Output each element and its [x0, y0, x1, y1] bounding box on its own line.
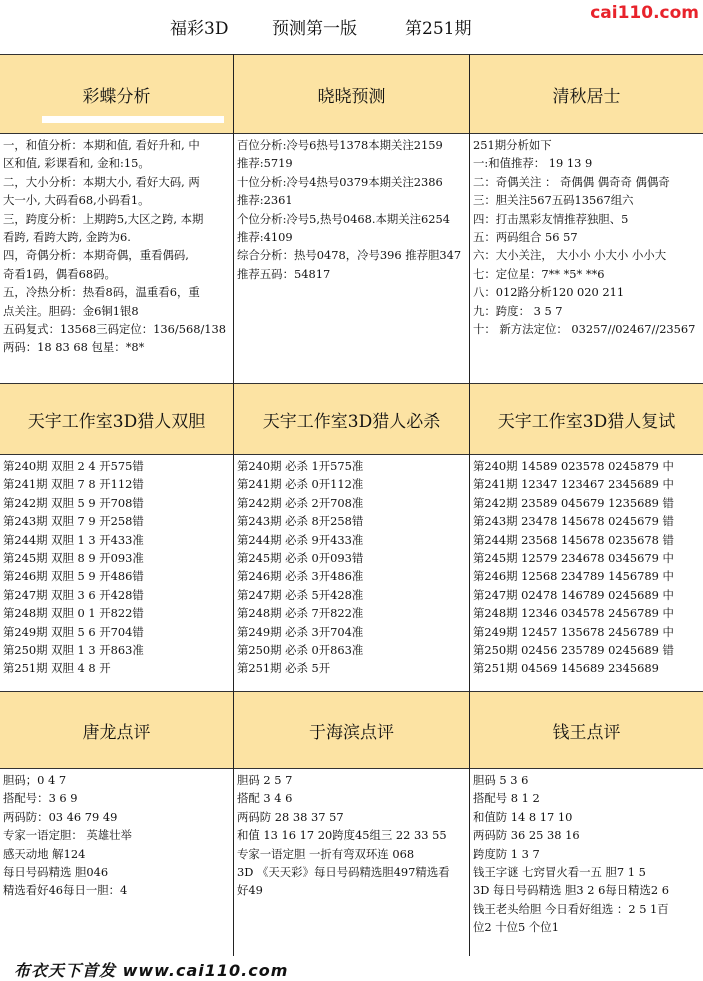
text-line: 七：定位星：7** *5* **6 — [473, 266, 605, 281]
text-line: 推荐:4109 — [237, 230, 293, 245]
text-line: 胆码 5 3 6 — [473, 773, 529, 787]
text-line: 好49 — [237, 883, 263, 898]
panel-body — [234, 455, 469, 695]
text-line: 感天动地 解124 — [3, 846, 86, 861]
text-line: 二，大小分析：本期大小, 看好大码, 两 — [3, 174, 200, 189]
record-line: 第244期 双胆 1 3 开433准 — [3, 532, 144, 547]
text-line: 胆码；0 4 7 — [3, 773, 67, 787]
text-line: 251期分析如下 — [473, 138, 552, 152]
text-line: 两码：18 83 68 包星：*8* — [3, 340, 145, 355]
record-line: 第244期 23568 145678 0235678 错 — [473, 532, 674, 547]
text-line: 十： 新方法定位： 03257//02467//23567 — [473, 322, 696, 337]
panel-title: 钱王点评 — [552, 722, 621, 743]
panel-body — [0, 769, 233, 956]
record-line: 第246期 双胆 5 9 开486错 — [3, 569, 144, 584]
panel-body — [470, 134, 703, 387]
footer-watermark: 布衣天下首发 www.cai110.com — [14, 961, 289, 980]
text-line: 钱王字谜 七窍冒火看一五 胆7 1 5 — [473, 865, 646, 880]
section-row-3 — [0, 691, 703, 952]
panel-shuangdan — [0, 383, 234, 695]
text-line: 精选看好46每日一胆：4 — [3, 883, 128, 898]
record-line: 第248期 双胆 0 1 开822错 — [3, 606, 144, 621]
text-line: 和值防 14 8 17 10 — [473, 809, 573, 824]
record-line: 第241期 双胆 7 8 开112错 — [3, 477, 144, 492]
panel-body — [0, 455, 233, 695]
text-line: 百位分析:冷号6热号1378本期关注2159 — [237, 138, 443, 152]
text-line: 一，和值分析：本期和值, 看好升和, 中 — [3, 138, 200, 152]
text-line: 和值 13 16 17 20跨度45组三 22 33 55 — [237, 828, 447, 843]
text-line: 专家一语定胆 一折有弯双环连 068 — [237, 846, 415, 861]
text-line: 两码防 28 38 37 57 — [237, 809, 344, 824]
text-line: 看跨, 看跨大跨, 金跨为6. — [3, 230, 131, 245]
panel-body — [234, 769, 469, 956]
text-line: 十位分析:冷号4热号0379本期关注2386 — [237, 174, 443, 189]
text-line: 搭配号 8 1 2 — [473, 791, 540, 806]
record-line: 第247期 02478 146789 0245689 中 — [473, 587, 674, 602]
record-line: 第251期 必杀 5开 — [237, 661, 331, 676]
text-line: 推荐五码：54817 — [237, 266, 331, 281]
edition-title: 预测第一版 — [272, 19, 357, 39]
record-line: 第250期 02456 235789 0245689 错 — [473, 643, 674, 658]
panel-yuhaibin — [234, 691, 470, 956]
panel-header — [0, 383, 233, 455]
record-line: 第250期 双胆 1 3 开863准 — [3, 643, 144, 658]
panel-title: 唐龙点评 — [82, 722, 151, 743]
record-line: 第240期 14589 023578 0245879 中 — [473, 459, 674, 473]
record-line: 第249期 必杀 3开704准 — [237, 624, 364, 639]
text-line: 三：胆关注567五码13567组六 — [473, 193, 634, 208]
record-line: 第243期 双胆 7 9 开258错 — [3, 514, 144, 529]
record-line: 第248期 12346 034578 2456789 中 — [473, 606, 674, 621]
text-line: 每日号码精选 胆046 — [3, 865, 109, 880]
text-line: 专家一语定胆： 英雄壮举 — [3, 828, 132, 843]
text-line: 九：跨度： 3 5 7 — [473, 303, 563, 318]
text-line: 点关注。胆码：金6铜1银8 — [3, 303, 139, 318]
panel-title: 天宇工作室3D猎人必杀 — [262, 411, 441, 432]
text-line: 3D 《天天彩》每日号码精选胆497精选看 — [237, 865, 450, 880]
panel-header — [0, 54, 233, 134]
panel-title: 清秋居士 — [552, 86, 621, 107]
text-line: 四，奇偶分析：本期奇偶，重看偶码, — [3, 248, 189, 263]
panel-header — [470, 691, 703, 769]
record-line: 第250期 必杀 0开863准 — [237, 643, 364, 658]
text-line: 五，冷热分析：热看8码，温重看6，重 — [3, 285, 200, 300]
panel-header — [0, 691, 233, 769]
text-line: 推荐:2361 — [237, 193, 293, 208]
record-line: 第246期 必杀 3开486准 — [237, 569, 364, 584]
record-line: 第240期 必杀 1开575准 — [237, 459, 364, 473]
panel-tanglong — [0, 691, 234, 956]
header-highlight-bar — [42, 116, 224, 123]
panel-qianwang — [470, 691, 703, 956]
text-line: 六：大小关注， 大小小 小大小 小小大 — [473, 248, 667, 263]
section-row-2 — [0, 383, 703, 691]
panel-body — [0, 134, 233, 387]
text-line: 三，跨度分析：上期跨5,大区之跨, 本期 — [3, 211, 204, 226]
panel-header — [470, 383, 703, 455]
record-line: 第243期 23478 145678 0245679 错 — [473, 514, 674, 529]
text-line: 3D 每日号码精选 胆3 2 6每日精选2 6 — [473, 883, 670, 898]
text-line: 位2 十位5 个位1 — [473, 920, 559, 935]
text-line: 一:和值推荐： 19 13 9 — [473, 156, 593, 171]
text-line: 跨度防 1 3 7 — [473, 846, 540, 861]
record-line: 第241期 12347 123467 2345689 中 — [473, 477, 674, 492]
panel-xiaoxiao — [234, 54, 470, 387]
record-line: 第243期 必杀 8开258错 — [237, 514, 364, 529]
forecast-grid — [0, 54, 703, 952]
panel-qingqiu — [470, 54, 703, 387]
record-line: 第242期 23589 045679 1235689 错 — [473, 495, 674, 510]
record-line: 第249期 12457 135678 2456789 中 — [473, 624, 674, 639]
record-line: 第245期 12579 234678 0345679 中 — [473, 551, 674, 566]
text-line: 区和值, 彩课看和, 金和:15。 — [3, 156, 150, 171]
page-header — [0, 0, 703, 52]
record-line: 第242期 双胆 5 9 开708错 — [3, 495, 144, 510]
text-line: 大一小, 大码看68,小码看1。 — [3, 193, 150, 208]
record-line: 第241期 必杀 0开112准 — [237, 477, 364, 492]
text-line: 推荐:5719 — [237, 156, 293, 171]
text-line: 综合分析：热号0478，冷号396 推荐胆347 — [237, 248, 462, 263]
panel-header — [470, 54, 703, 134]
text-line: 个位分析:冷号5,热号0468.本期关注6254 — [237, 211, 450, 226]
text-line: 两码防 36 25 38 16 — [473, 828, 580, 843]
panel-title: 于海滨点评 — [309, 722, 394, 743]
text-line: 五：两码组合 56 57 — [473, 230, 578, 245]
record-line: 第247期 必杀 5开428准 — [237, 587, 364, 602]
record-line: 第245期 双胆 8 9 开093准 — [3, 551, 144, 566]
page-footer — [0, 955, 703, 981]
text-line: 五码复式：13568三码定位：136/568/138 — [3, 322, 227, 337]
record-line: 第246期 12568 234789 1456789 中 — [473, 569, 674, 584]
panel-title: 彩蝶分析 — [82, 86, 151, 107]
record-line: 第249期 双胆 5 6 开704错 — [3, 624, 144, 639]
section-row-1 — [0, 54, 703, 383]
record-line: 第247期 双胆 3 6 开428错 — [3, 587, 144, 602]
text-line: 搭配 3 4 6 — [237, 791, 293, 806]
panel-body — [234, 134, 469, 387]
text-line: 奇看1码，偶看68码。 — [3, 266, 116, 281]
record-line: 第251期 04569 145689 2345689 — [473, 661, 659, 676]
text-line: 四：打击黑彩友情推荐独胆、5 — [473, 211, 629, 226]
text-line: 胆码 2 5 7 — [237, 773, 293, 787]
record-line: 第240期 双胆 2 4 开575错 — [3, 459, 144, 473]
text-line: 搭配号：3 6 9 — [3, 791, 78, 806]
record-line: 第251期 双胆 4 8 开 — [3, 661, 111, 676]
panel-header — [234, 383, 469, 455]
record-line: 第245期 必杀 0开093错 — [237, 551, 364, 566]
site-watermark: cai110.com — [590, 3, 699, 23]
panel-body — [470, 769, 703, 956]
panel-bisha — [234, 383, 470, 695]
panel-title: 天宇工作室3D猎人双胆 — [27, 411, 206, 432]
panel-caidie — [0, 54, 234, 387]
record-line: 第244期 必杀 9开433准 — [237, 532, 364, 547]
panel-header — [234, 54, 469, 134]
panel-fushi — [470, 383, 703, 695]
text-line: 两码防：03 46 79 49 — [3, 809, 118, 824]
lottery-title: 福彩3D — [170, 19, 229, 39]
record-line: 第242期 必杀 2开708准 — [237, 495, 364, 510]
text-line: 八：012路分析120 020 211 — [473, 285, 625, 300]
panel-title: 天宇工作室3D猎人复试 — [497, 411, 676, 432]
text-line: 二：奇偶关注 ： 奇偶偶 偶奇奇 偶偶奇 — [473, 174, 670, 189]
text-line: 钱王老头给胆 今日看好组选 ：2 5 1百 — [473, 901, 669, 916]
panel-body — [470, 455, 703, 695]
issue-title: 第251期 — [405, 19, 472, 39]
panel-header — [234, 691, 469, 769]
record-line: 第248期 必杀 7开822准 — [237, 606, 364, 621]
panel-title: 晓晓预测 — [317, 86, 386, 107]
